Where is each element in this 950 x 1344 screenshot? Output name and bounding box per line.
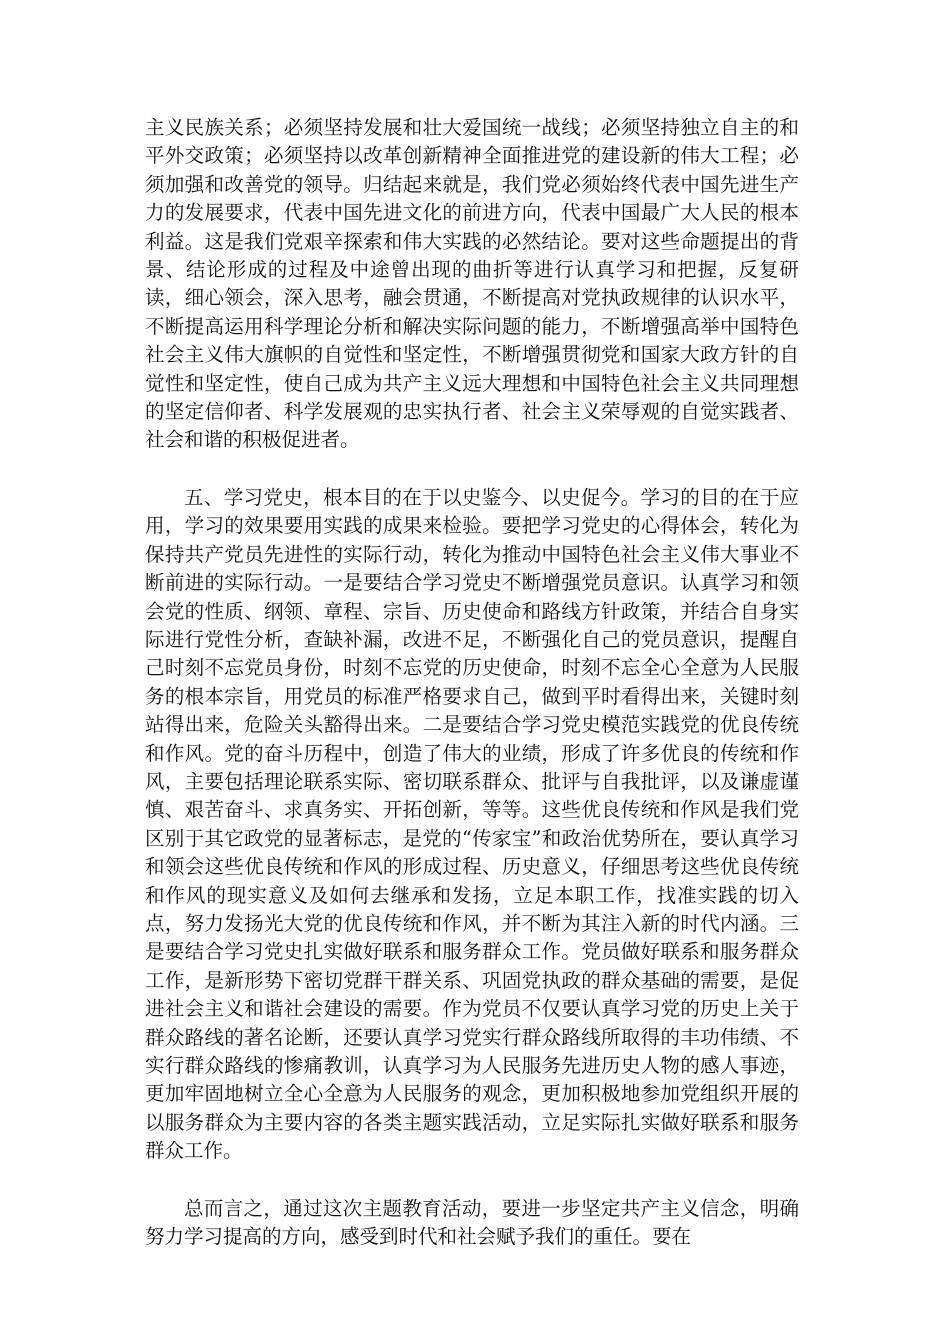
paragraph-section-five: 五、学习党史，根本目的在于以史鉴今、以史促今。学习的目的在于应用，学习的效果要用实践的成果来检验。要把学习党史的心得体会，转化为保持共产党员先进性的实际行动，转化为推动中国特色社会主义伟大事业不断前进的实际行动。一是要结合学习党史不断增强党员意识。认真学习和领会党的性质、纲领、章程、宗旨、历史使命和路线方针政策，并结合自身实际进行党性分析，查缺补漏，改进不足，不断强化自己的党员意识，提醒自己时刻不忘党员身份，时刻不忘党的历史使命，时刻不忘全心全意为人民服务的根本宗旨，用党员的标准严格要求自己，做到平时看得出来，关键时刻站得出来，危险关头豁得出来。二是要结合学习党史模范实践党的优良传统和作风。党的奋斗历程中，创造了伟大的业绩，形成了许多优良的传统和作风，主要包括理论联系实际、密切联系群众、批评与自我批评，以及谦虚谨慎、艰苦奋斗、求真务实、开拓创新，等等。这些优良传统和作风是我们党区别于其它政党的显著标志，是党的“传家宝”和政治优势所在，要认真学习和领会这些优良传统和作风的形成过程、历史意义，仔细思考这些优良传统和作风的现实意义及如何去继承和发扬，立足本职工作，找准实践的切入点，努力发扬光大党的优良传统和作风，并不断为其注入新的时代内涵。三是要结合学习党史扎实做好联系和服务群众工作。党员做好联系和服务群众工作，是新形势下密切党群干群关系、巩固党执政的群众基础的需要，是促进社会主义和谐社会建设的需要。作为党员不仅要认真学习党的历史上关于群众路线的著名论断，还要认真学习党实行群众路线所取得的丰功伟绩、不实行群众路线的惨痛教训，认真学习为人民服务先进历史人物的感人事迹，更加牢固地树立全心全意为人民服务的观念，更加积极地参加党组织开展的以服务群众为主要内容的各类主题实践活动，立足实际扎实做好联系和服务群众工作。 bbox=[145, 485, 799, 1163]
paragraph-continuation: 主义民族关系；必须坚持发展和壮大爱国统一战线；必须坚持独立自主的和平外交政策；必须坚持以改革创新精神全面推进党的建设新的伟大工程；必须加强和改善党的领导。归结起来就是，我们党必须始终代表中国先进生产力的发展要求，代表中国先进文化的前进方向，代表中国最广大人民的根本利益。这是我们党艰辛探索和伟大实践的必然结论。要对这些命题提出的背景、结论形成的过程及中途曾出现的曲折等进行认真学习和把握，反复研读，细心领会，深入思考，融会贯通，不断提高对党执政规律的认识水平，不断提高运用科学理论分析和解决实际问题的能力，不断增强高举中国特色社会主义伟大旗帜的自觉性和坚定性，不断增强贯彻党和国家大政方针的自觉性和坚定性，使自己成为共产主义远大理想和中国特色社会主义共同理想的坚定信仰者、科学发展观的忠实执行者、社会主义荣辱观的自觉实践者、社会和谐的积极促进者。 bbox=[145, 116, 799, 452]
document-body bbox=[145, 114, 799, 1251]
paragraph-conclusion: 总而言之，通过这次主题教育活动，要进一步坚定共产主义信念，明确努力学习提高的方向，感受到时代和社会赋予我们的重任。要在 bbox=[145, 1196, 799, 1249]
